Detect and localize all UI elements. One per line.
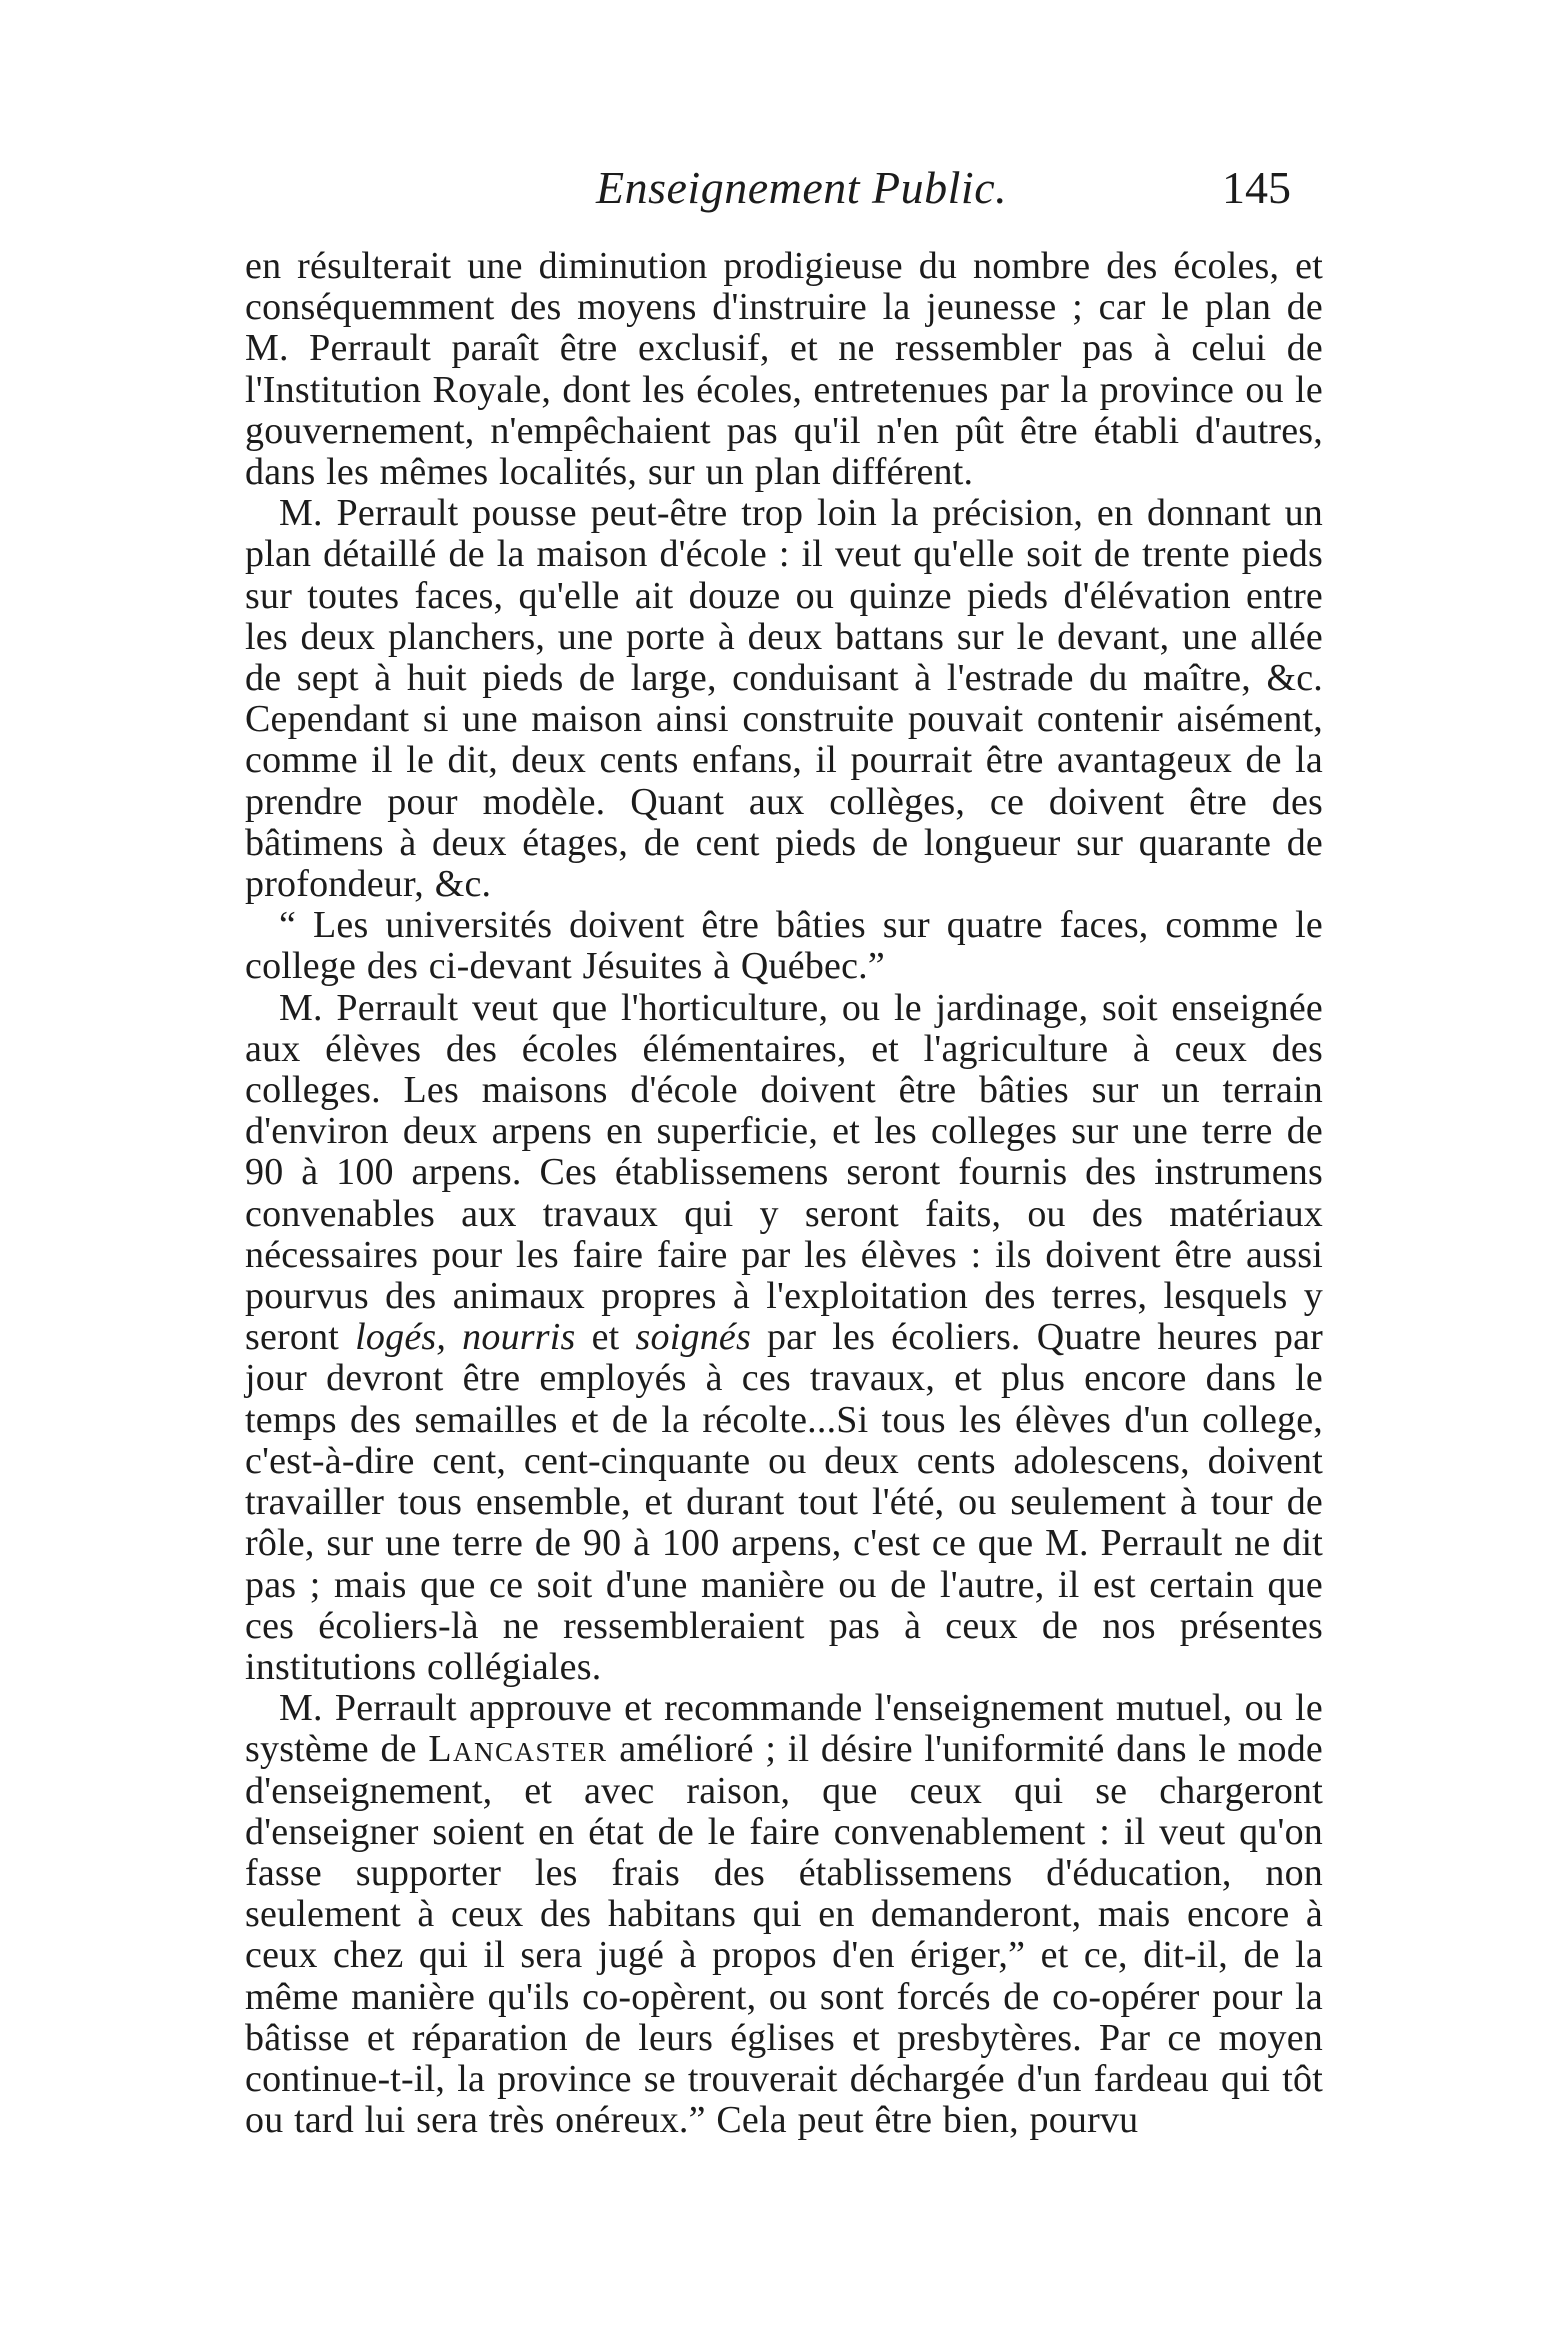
paragraph <box>245 905 1323 987</box>
paragraph <box>245 988 1323 1688</box>
paragraph-text: amélioré ; il désire l'uniformité dans le mode d'enseignement, et avec raison, que ceux qui se chargeront d'enseigner soient en état de le faire convenablement : il veut qu'on fasse supporter les frais des établissemens d'éducation, non seulement à ceux des habitans qui en demanderont, mais encore à ceux chez qui il sera jugé à propos d'en ériger,” et ce, dit-il, de la même manière qu'ils co-opèrent, ou sont forcés de co-opérer pour la bâtisse et réparation de leurs églises et presbytères. Par ce moyen continue-t-il, la province se trouverait déchargée d'un fardeau qui tôt ou tard lui sera très onéreux.” Cela peut être bien, pourvu <box>245 1728 1323 2142</box>
paragraph-text: et <box>575 1316 636 1359</box>
body-text <box>245 246 1323 2141</box>
paragraph <box>245 493 1323 905</box>
running-head-title: Enseignement Public. <box>596 162 1008 213</box>
paragraph <box>245 246 1323 493</box>
paragraph-text: par les écoliers. Quatre heures par jour devront être employés à ces travaux, et plus encore dans le temps des semailles et de la récolte...Si tous les élèves d'un college, c'est-à-dire cent, cent-cinquante ou deux cents adolescens, doivent travailler tous ensemble, et durant tout l'été, ou seulement à tour de rôle, sur une terre de 90 à 100 arpens, c'est ce que M. Perrault ne dit pas ; mais que ce soit d'une manière ou de l'autre, il est certain que ces écoliers-là ne ressembleraient pas à ceux de nos présentes institutions collégiales. <box>245 1316 1324 1688</box>
page-number: 145 <box>1222 162 1291 213</box>
italic-text: logés, nourris <box>355 1316 576 1359</box>
paragraph-text: M. Perrault veut que l'horticulture, ou le jardinage, soit enseignée aux élèves des écoles élémentaires, et l'agriculture à ceux des colleges. Les maisons d'école doivent être bâties sur un terrain d'environ deux arpens en superficie, et les colleges sur une terre de 90 à 100 arpens. Ces établissemens seront fournis des instrumens convenables aux travaux qui y seront faits, ou des matériaux nécessaires pour les faire faire par les élèves : ils doivent être aussi pourvus des animaux propres à l'exploitation des terres, lesquels y seront <box>245 986 1323 1359</box>
paragraph <box>245 1688 1323 2141</box>
paragraph-text: en résulterait une diminution prodigieuse du nombre des écoles, et conséquemment des moyens d'instruire la jeunesse ; car le plan de M. Perrault paraît être exclusif, et ne ressembler pas à celui de l'Institution Royale, dont les écoles, entretenues par la province ou le gouvernement, n'empêchaient pas qu'il n'en pût être établi d'autres, dans les mêmes localités, sur un plan différent. <box>245 245 1323 494</box>
paragraph-text: M. Perrault approuve et recommande l'enseignement mutuel, ou le système de <box>245 1687 1323 1771</box>
small-caps-name: Lancaster <box>428 1728 608 1771</box>
paragraph-text: M. Perrault pousse peut-être trop loin la précision, en donnant un plan détaillé de la maison d'école : il veut qu'elle soit de trente pieds sur toutes faces, qu'elle ait douze ou quinze pieds d'élévation entre les deux planchers, une porte à deux battans sur le devant, une allée de sept à huit pieds de large, conduisant à l'estrade du maître, &c. Cependant si une maison ainsi construite pouvait contenir aisément, comme il le dit, deux cents enfans, il pourrait être avantageux de la prendre pour modèle. Quant aux collèges, ce doivent être des bâtimens à deux étages, de cent pieds de longueur sur quarante de profondeur, &c. <box>245 492 1323 906</box>
paragraph-text: “ Les universités doivent être bâties sur quatre faces, comme le college des ci-devant Jésuites à Québec.” <box>245 904 1323 988</box>
italic-text: soignés <box>635 1316 751 1359</box>
